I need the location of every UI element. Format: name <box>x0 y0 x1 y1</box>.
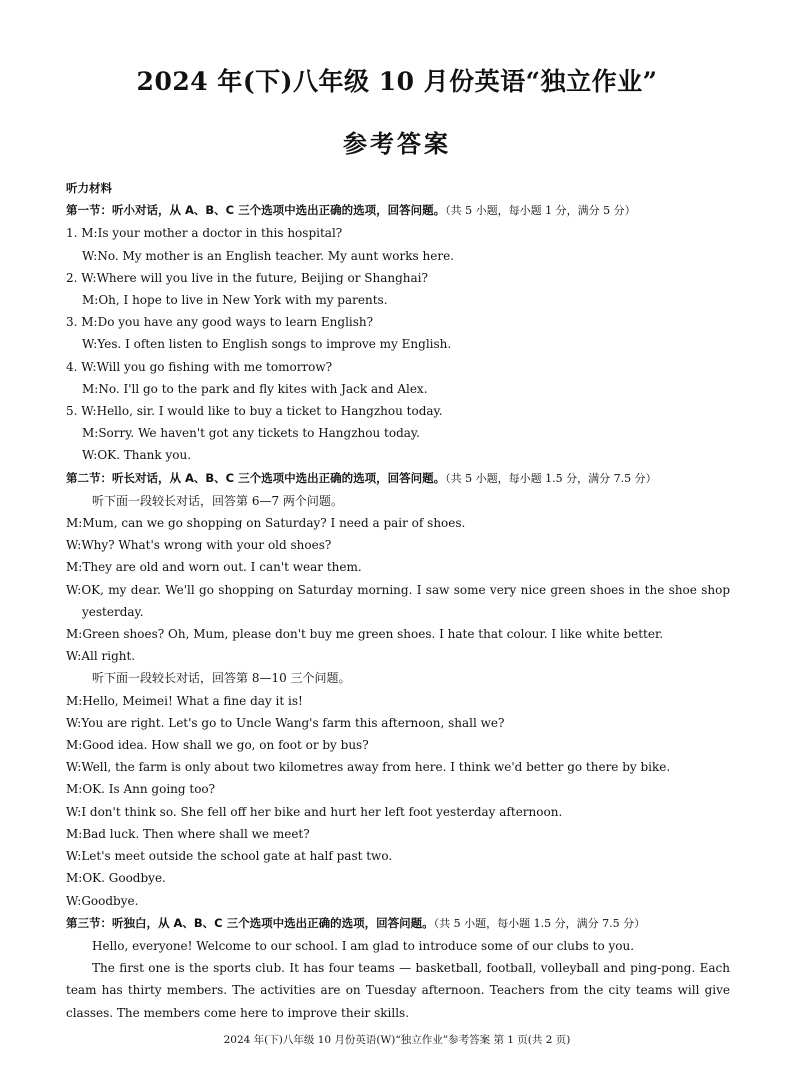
dialog-line: M:OK. Is Ann going too? <box>66 782 216 797</box>
document-body <box>66 177 730 1024</box>
part2-heading <box>66 467 730 490</box>
dialog-line: M:They are old and worn out. I can't wear them. <box>66 560 362 575</box>
monologue-paragraph: Hello, everyone! Welcome to our school. I am glad to introduce some of our clubs to you. <box>92 938 635 953</box>
section-label: 听力材料 <box>66 181 112 195</box>
dialog-line: W:Why? What's wrong with your old shoes? <box>66 538 332 553</box>
dialog-intro: 听下面一段较长对话，回答第 8—10 三个问题。 <box>92 671 351 686</box>
dialog-line: M:Green shoes? Oh, Mum, please don't buy me green shoes. I hate that colour. I like white better. <box>66 627 664 642</box>
dialog-line: M:Bad luck. Then where shall we meet? <box>66 826 310 841</box>
part3-heading-note: （共 5 小题，每小题 1.5 分，满分 7.5 分） <box>433 916 646 930</box>
dialog-line: M:Oh, I hope to live in New York with my parents. <box>82 293 388 308</box>
part1-heading-note: （共 5 小题，每小题 1 分，满分 5 分） <box>445 204 636 218</box>
monologue-paragraph: The first one is the sports club. It has four teams — basketball, football, volleyball and ping-pong. Each team has thirty members. The activities are on Tuesday afternoon. Teachers from the city teams will give classes. The members come here to improve their skills. <box>66 961 730 1020</box>
dialog-line: M:Hello, Meimei! What a fine day it is! <box>66 693 303 708</box>
dialog-line: W:No. My mother is an English teacher. My aunt works here. <box>82 248 454 263</box>
part3-heading-text: 第三节：听独白，从 A、B、C 三个选项中选出正确的选项，回答问题。 <box>66 915 434 930</box>
dialog-line: 2. W:Where will you live in the future, Beijing or Shanghai? <box>66 270 428 285</box>
part2-heading-text: 第二节：听长对话，从 A、B、C 三个选项中选出正确的选项，回答问题。 <box>66 470 446 485</box>
dialog-line: M:Sorry. We haven't got any tickets to Hangzhou today. <box>82 426 420 441</box>
dialog-line: 5. W:Hello, sir. I would like to buy a ticket to Hangzhou today. <box>66 404 443 419</box>
dialog-line: W:OK, my dear. We'll go shopping on Saturday morning. I saw some very nice green shoes in the shoe shop yesterday. <box>66 582 730 619</box>
part1-heading <box>66 199 730 222</box>
page-subtitle: 参考答案 <box>343 129 451 158</box>
part1-heading-text: 第一节：听小对话，从 A、B、C 三个选项中选出正确的选项，回答问题。 <box>66 203 446 218</box>
dialog-line: W:I don't think so. She fell off her bike and hurt her left foot yesterday afternoon. <box>66 804 563 819</box>
part3-heading <box>66 912 730 935</box>
dialog-intro: 听下面一段较长对话，回答第 6—7 两个问题。 <box>92 493 343 508</box>
dialog-line: W:Goodbye. <box>66 893 139 908</box>
page-title: 2024 年(下)八年级 10 月份英语“独立作业” <box>136 67 658 96</box>
dialog-line: W:OK. Thank you. <box>82 448 192 463</box>
part2-heading-note: （共 5 小题，每小题 1.5 分，满分 7.5 分） <box>445 471 657 485</box>
dialog-line: W:Let's meet outside the school gate at half past two. <box>66 849 393 864</box>
dialog-line: 1. M:Is your mother a doctor in this hospital? <box>66 226 343 241</box>
dialog-line: M:Good idea. How shall we go, on foot or by bus? <box>66 738 369 753</box>
dialog-line: W:You are right. Let's go to Uncle Wang's farm this afternoon, shall we? <box>66 715 505 730</box>
dialog-line: 4. W:Will you go fishing with me tomorrow? <box>66 359 333 374</box>
dialog-line: 3. M:Do you have any good ways to learn English? <box>66 315 374 330</box>
dialog-line: W:Yes. I often listen to English songs to improve my English. <box>82 337 452 352</box>
dialog-line: W:All right. <box>66 649 136 664</box>
page-footer: 2024 年(下)八年级 10 月份英语(W)“独立作业”参考答案 第 1 页(共 2 页) <box>223 1034 571 1046</box>
dialog-line: W:Well, the farm is only about two kilometres away from here. I think we'd better go there by bike. <box>66 760 671 775</box>
dialog-line: M:Mum, can we go shopping on Saturday? I need a pair of shoes. <box>66 516 466 531</box>
dialog-line: M:OK. Goodbye. <box>66 871 166 886</box>
dialog-line: M:No. I'll go to the park and fly kites with Jack and Alex. <box>82 381 428 396</box>
